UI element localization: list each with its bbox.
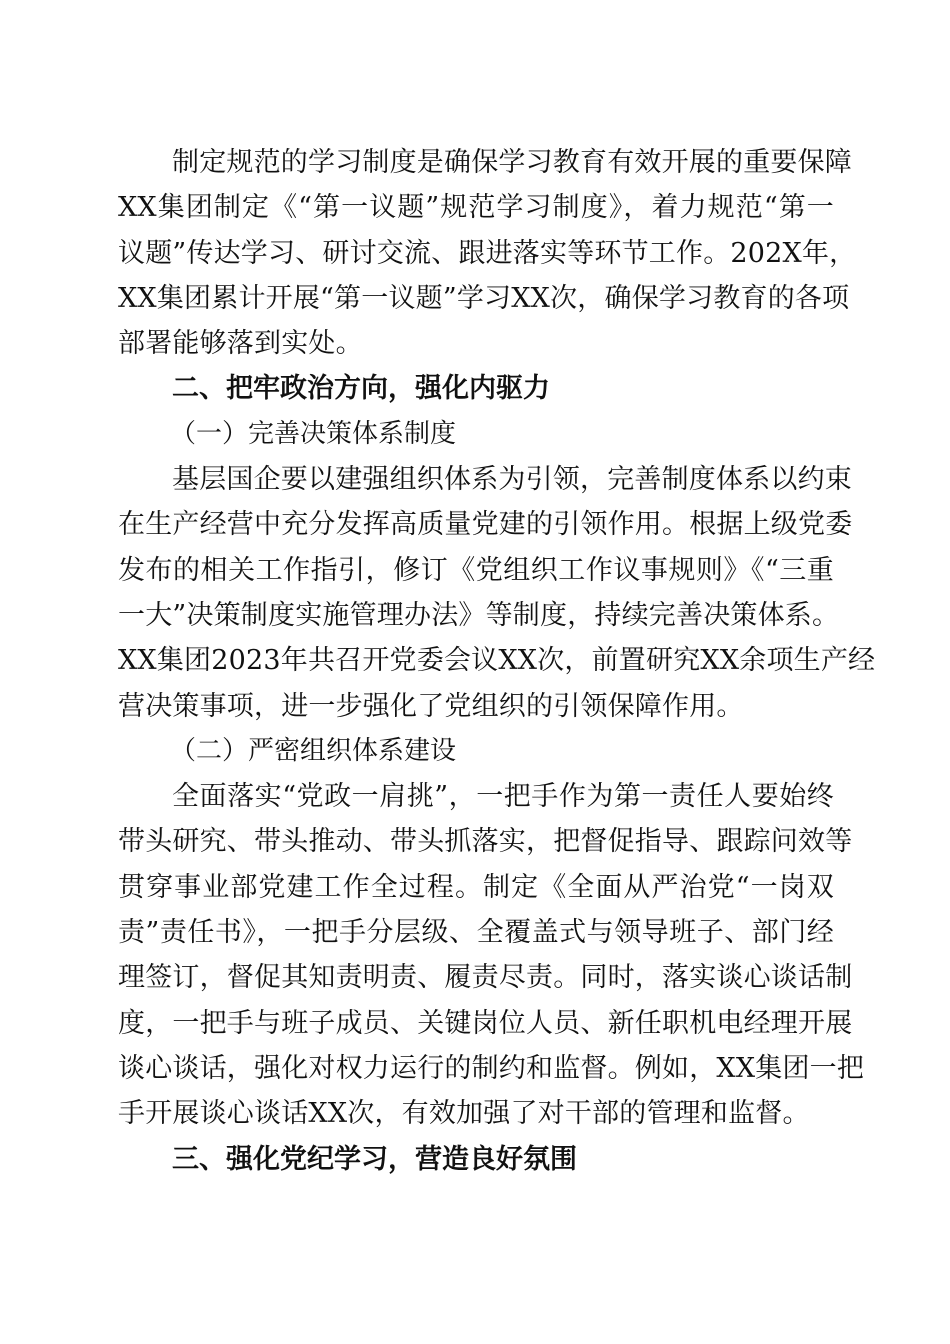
paragraph-line: 制定规范的学习制度是确保学习教育有效开展的重要保障 [172,147,852,178]
paragraph-line: 基层国企要以建强组织体系为引领，完善制度体系以约束 [172,464,852,496]
paragraph-line: 发布的相关工作指引，修订《党组织工作议事规则》《“三重 [118,554,834,586]
paragraph-line: 责”责任书》，一把手分层级、全覆盖式与领导班子、部门经 [118,917,834,949]
document-body [118,140,876,1182]
paragraph-line: 理签订，督促其知责明责、履责尽责。同时，落实谈心谈话制 [118,962,853,994]
paragraph-line: XX集团制定《“第一议题”规范学习制度》，着力规范“第一 [118,192,834,224]
paragraph-line: 在生产经营中充分发挥高质量党建的引领作用。根据上级党委 [118,509,853,541]
paragraph-line: XX集团累计开展“第一议题”学习XX次，确保学习教育的各项 [118,282,850,314]
paragraph-line: 贯穿事业部党建工作全过程。制定《全面从严治党“一岗双 [118,871,834,903]
section-heading: 三、强化党纪学习，营造良好氛围 [172,1143,577,1175]
paragraph-line: 议题”传达学习、研讨交流、跟进落实等环节工作。202X年， [118,237,857,269]
paragraph-line: 度，一把手与班子成员、关键岗位人员、新任职机电经理开展 [118,1007,853,1039]
paragraph-line: 谈心谈话，强化对权力运行的制约和监督。例如，XX集团一把 [118,1052,865,1084]
paragraph-line: 全面落实“党政一肩挑”，一把手作为第一责任人要始终 [172,781,834,813]
paragraph-line: 营决策事项，进一步强化了党组织的引领保障作用。 [118,690,744,722]
paragraph-line: 部署能够落到实处。 [118,328,363,360]
subsection-heading: （一）完善决策体系制度 [170,418,457,449]
paragraph-line: 手开展谈心谈话XX次，有效加强了对干部的管理和监督。 [118,1098,810,1130]
paragraph-line: 一大”决策制度实施管理办法》等制度，持续完善决策体系。 [118,599,840,631]
paragraph-line: 带头研究、带头推动、带头抓落实，把督促指导、跟踪问效等 [118,826,853,858]
paragraph-line: XX集团2023年共召开党委会议XX次，前置研究XX余项生产经 [118,645,876,677]
section-heading: 二、把牢政治方向，强化内驱力 [172,373,550,405]
subsection-heading: （二）严密组织体系建设 [170,735,457,766]
